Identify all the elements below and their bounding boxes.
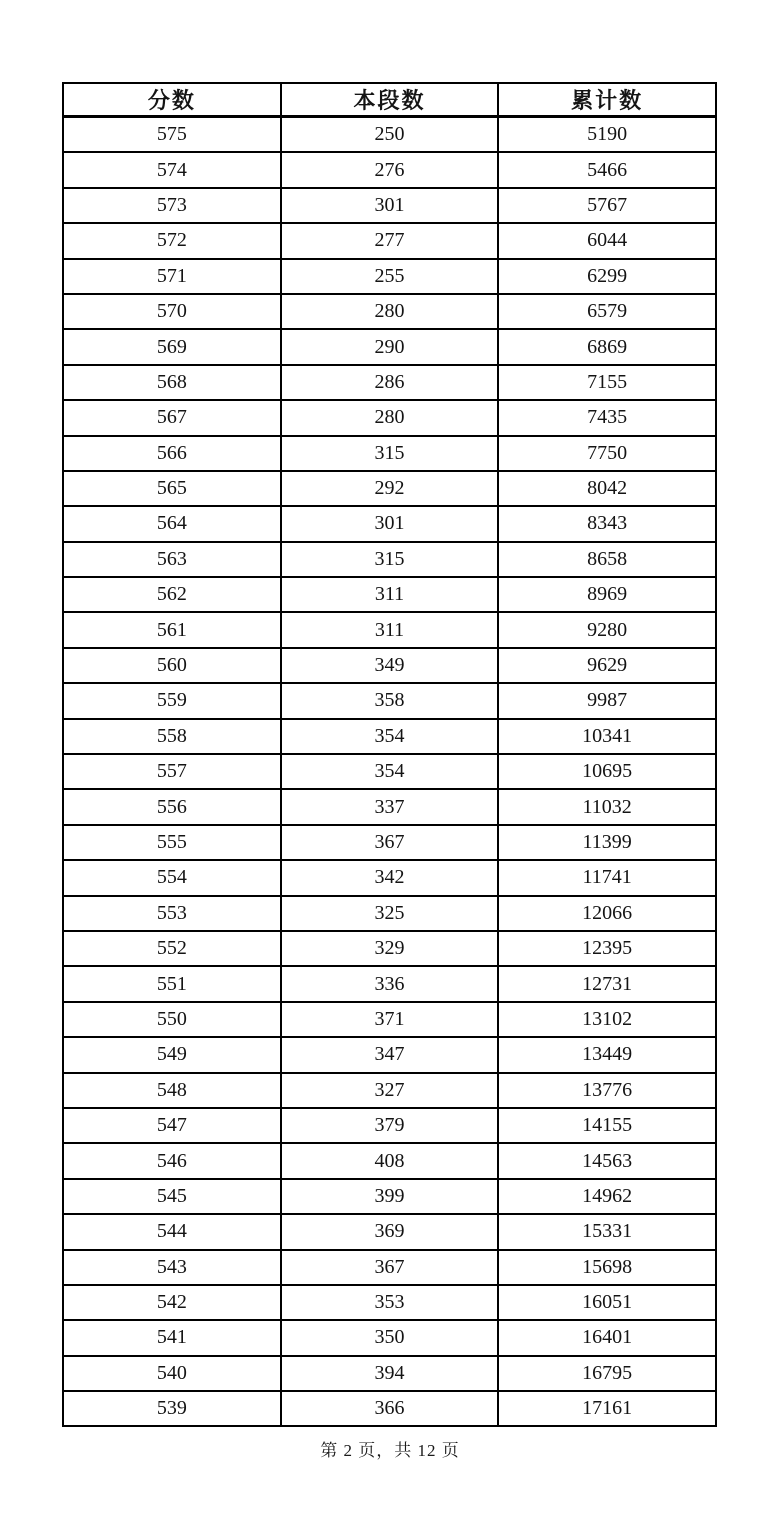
segment-count-cell: 250 xyxy=(281,117,499,153)
cumulative-count-cell: 15331 xyxy=(498,1214,716,1249)
segment-count-cell: 369 xyxy=(281,1214,499,1249)
score-cell: 558 xyxy=(63,719,281,754)
table-header xyxy=(63,83,716,117)
cumulative-count-cell: 11032 xyxy=(498,789,716,824)
table-row xyxy=(63,1356,716,1391)
segment-count-cell: 350 xyxy=(281,1320,499,1355)
page-footer: 第 2 页，共 12 页 xyxy=(320,1441,460,1460)
score-cell: 575 xyxy=(63,117,281,153)
segment-count-cell: 325 xyxy=(281,896,499,931)
cumulative-count-cell: 14563 xyxy=(498,1143,716,1178)
cumulative-count-cell: 14962 xyxy=(498,1179,716,1214)
table-row xyxy=(63,471,716,506)
segment-count-cell: 286 xyxy=(281,365,499,400)
table-row xyxy=(63,931,716,966)
score-cell: 557 xyxy=(63,754,281,789)
table-row xyxy=(63,329,716,364)
table-row xyxy=(63,1179,716,1214)
segment-count-cell: 408 xyxy=(281,1143,499,1178)
score-cell: 573 xyxy=(63,188,281,223)
score-cell: 567 xyxy=(63,400,281,435)
table-row xyxy=(63,117,716,153)
cumulative-count-cell: 6869 xyxy=(498,329,716,364)
score-cell: 570 xyxy=(63,294,281,329)
segment-count-cell: 277 xyxy=(281,223,499,258)
cumulative-count-cell: 6299 xyxy=(498,259,716,294)
segment-count-cell: 354 xyxy=(281,754,499,789)
table-row xyxy=(63,259,716,294)
cumulative-count-cell: 10695 xyxy=(498,754,716,789)
segment-count-cell: 292 xyxy=(281,471,499,506)
segment-count-cell: 315 xyxy=(281,436,499,471)
cumulative-count-cell: 13776 xyxy=(498,1073,716,1108)
header-score: 分数 xyxy=(63,83,281,117)
cumulative-count-cell: 8969 xyxy=(498,577,716,612)
segment-count-cell: 280 xyxy=(281,294,499,329)
table-row xyxy=(63,542,716,577)
cumulative-count-cell: 15698 xyxy=(498,1250,716,1285)
score-cell: 563 xyxy=(63,542,281,577)
segment-count-cell: 276 xyxy=(281,152,499,187)
segment-count-cell: 347 xyxy=(281,1037,499,1072)
table-row xyxy=(63,719,716,754)
header-cumulative-count: 累计数 xyxy=(498,83,716,117)
table-row xyxy=(63,789,716,824)
score-cell: 568 xyxy=(63,365,281,400)
segment-count-cell: 342 xyxy=(281,860,499,895)
segment-count-cell: 379 xyxy=(281,1108,499,1143)
score-cell: 539 xyxy=(63,1391,281,1426)
table-row xyxy=(63,436,716,471)
score-cell: 554 xyxy=(63,860,281,895)
table-row xyxy=(63,648,716,683)
score-cell: 546 xyxy=(63,1143,281,1178)
score-cell: 547 xyxy=(63,1108,281,1143)
table-row xyxy=(63,1214,716,1249)
table-row xyxy=(63,612,716,647)
cumulative-count-cell: 11399 xyxy=(498,825,716,860)
cumulative-count-cell: 9280 xyxy=(498,612,716,647)
cumulative-count-cell: 12066 xyxy=(498,896,716,931)
table-row xyxy=(63,1320,716,1355)
table-row xyxy=(63,223,716,258)
score-cell: 555 xyxy=(63,825,281,860)
table-row xyxy=(63,1002,716,1037)
score-cell: 540 xyxy=(63,1356,281,1391)
score-cell: 541 xyxy=(63,1320,281,1355)
cumulative-count-cell: 6579 xyxy=(498,294,716,329)
score-cell: 552 xyxy=(63,931,281,966)
segment-count-cell: 315 xyxy=(281,542,499,577)
segment-count-cell: 327 xyxy=(281,1073,499,1108)
cumulative-count-cell: 5466 xyxy=(498,152,716,187)
score-cell: 551 xyxy=(63,966,281,1001)
cumulative-count-cell: 11741 xyxy=(498,860,716,895)
table-body xyxy=(63,117,716,1427)
header-segment-count: 本段数 xyxy=(281,83,499,117)
segment-count-cell: 255 xyxy=(281,259,499,294)
segment-count-cell: 366 xyxy=(281,1391,499,1426)
score-cell: 565 xyxy=(63,471,281,506)
cumulative-count-cell: 12395 xyxy=(498,931,716,966)
cumulative-count-cell: 17161 xyxy=(498,1391,716,1426)
cumulative-count-cell: 8343 xyxy=(498,506,716,541)
cumulative-count-cell: 5767 xyxy=(498,188,716,223)
cumulative-count-cell: 16051 xyxy=(498,1285,716,1320)
cumulative-count-cell: 7155 xyxy=(498,365,716,400)
cumulative-count-cell: 6044 xyxy=(498,223,716,258)
cumulative-count-cell: 16401 xyxy=(498,1320,716,1355)
segment-count-cell: 301 xyxy=(281,188,499,223)
score-cell: 572 xyxy=(63,223,281,258)
table-row xyxy=(63,1143,716,1178)
segment-count-cell: 358 xyxy=(281,683,499,718)
header-row xyxy=(63,83,716,117)
score-cell: 571 xyxy=(63,259,281,294)
table-row xyxy=(63,400,716,435)
cumulative-count-cell: 10341 xyxy=(498,719,716,754)
score-cell: 542 xyxy=(63,1285,281,1320)
segment-count-cell: 280 xyxy=(281,400,499,435)
score-cell: 566 xyxy=(63,436,281,471)
cumulative-count-cell: 8658 xyxy=(498,542,716,577)
table-row xyxy=(63,825,716,860)
cumulative-count-cell: 12731 xyxy=(498,966,716,1001)
table-row xyxy=(63,1250,716,1285)
segment-count-cell: 354 xyxy=(281,719,499,754)
score-cell: 556 xyxy=(63,789,281,824)
table-row xyxy=(63,1285,716,1320)
cumulative-count-cell: 9987 xyxy=(498,683,716,718)
segment-count-cell: 367 xyxy=(281,825,499,860)
score-cell: 574 xyxy=(63,152,281,187)
segment-count-cell: 301 xyxy=(281,506,499,541)
table-row xyxy=(63,1391,716,1426)
table-row xyxy=(63,294,716,329)
score-cell: 559 xyxy=(63,683,281,718)
segment-count-cell: 329 xyxy=(281,931,499,966)
segment-count-cell: 371 xyxy=(281,1002,499,1037)
table-row xyxy=(63,506,716,541)
table-row xyxy=(63,683,716,718)
score-cell: 549 xyxy=(63,1037,281,1072)
cumulative-count-cell: 9629 xyxy=(498,648,716,683)
score-cell: 564 xyxy=(63,506,281,541)
table-row xyxy=(63,1108,716,1143)
segment-count-cell: 290 xyxy=(281,329,499,364)
cumulative-count-cell: 14155 xyxy=(498,1108,716,1143)
table-row xyxy=(63,152,716,187)
cumulative-count-cell: 13102 xyxy=(498,1002,716,1037)
cumulative-count-cell: 16795 xyxy=(498,1356,716,1391)
segment-count-cell: 394 xyxy=(281,1356,499,1391)
cumulative-count-cell: 7750 xyxy=(498,436,716,471)
score-cell: 560 xyxy=(63,648,281,683)
score-cell: 569 xyxy=(63,329,281,364)
table-row xyxy=(63,754,716,789)
score-cell: 550 xyxy=(63,1002,281,1037)
cumulative-count-cell: 8042 xyxy=(498,471,716,506)
segment-count-cell: 311 xyxy=(281,612,499,647)
table-row xyxy=(63,966,716,1001)
table-row xyxy=(63,1073,716,1108)
table-row xyxy=(63,188,716,223)
cumulative-count-cell: 5190 xyxy=(498,117,716,153)
score-cell: 561 xyxy=(63,612,281,647)
cumulative-count-cell: 7435 xyxy=(498,400,716,435)
score-cell: 545 xyxy=(63,1179,281,1214)
segment-count-cell: 399 xyxy=(281,1179,499,1214)
table-row xyxy=(63,860,716,895)
score-distribution-table xyxy=(62,82,717,1427)
segment-count-cell: 311 xyxy=(281,577,499,612)
table-row xyxy=(63,577,716,612)
table-row xyxy=(63,1037,716,1072)
table-row xyxy=(63,365,716,400)
score-cell: 562 xyxy=(63,577,281,612)
score-cell: 544 xyxy=(63,1214,281,1249)
segment-count-cell: 353 xyxy=(281,1285,499,1320)
segment-count-cell: 337 xyxy=(281,789,499,824)
score-cell: 543 xyxy=(63,1250,281,1285)
segment-count-cell: 367 xyxy=(281,1250,499,1285)
segment-count-cell: 336 xyxy=(281,966,499,1001)
score-cell: 553 xyxy=(63,896,281,931)
segment-count-cell: 349 xyxy=(281,648,499,683)
table-row xyxy=(63,896,716,931)
cumulative-count-cell: 13449 xyxy=(498,1037,716,1072)
score-cell: 548 xyxy=(63,1073,281,1108)
